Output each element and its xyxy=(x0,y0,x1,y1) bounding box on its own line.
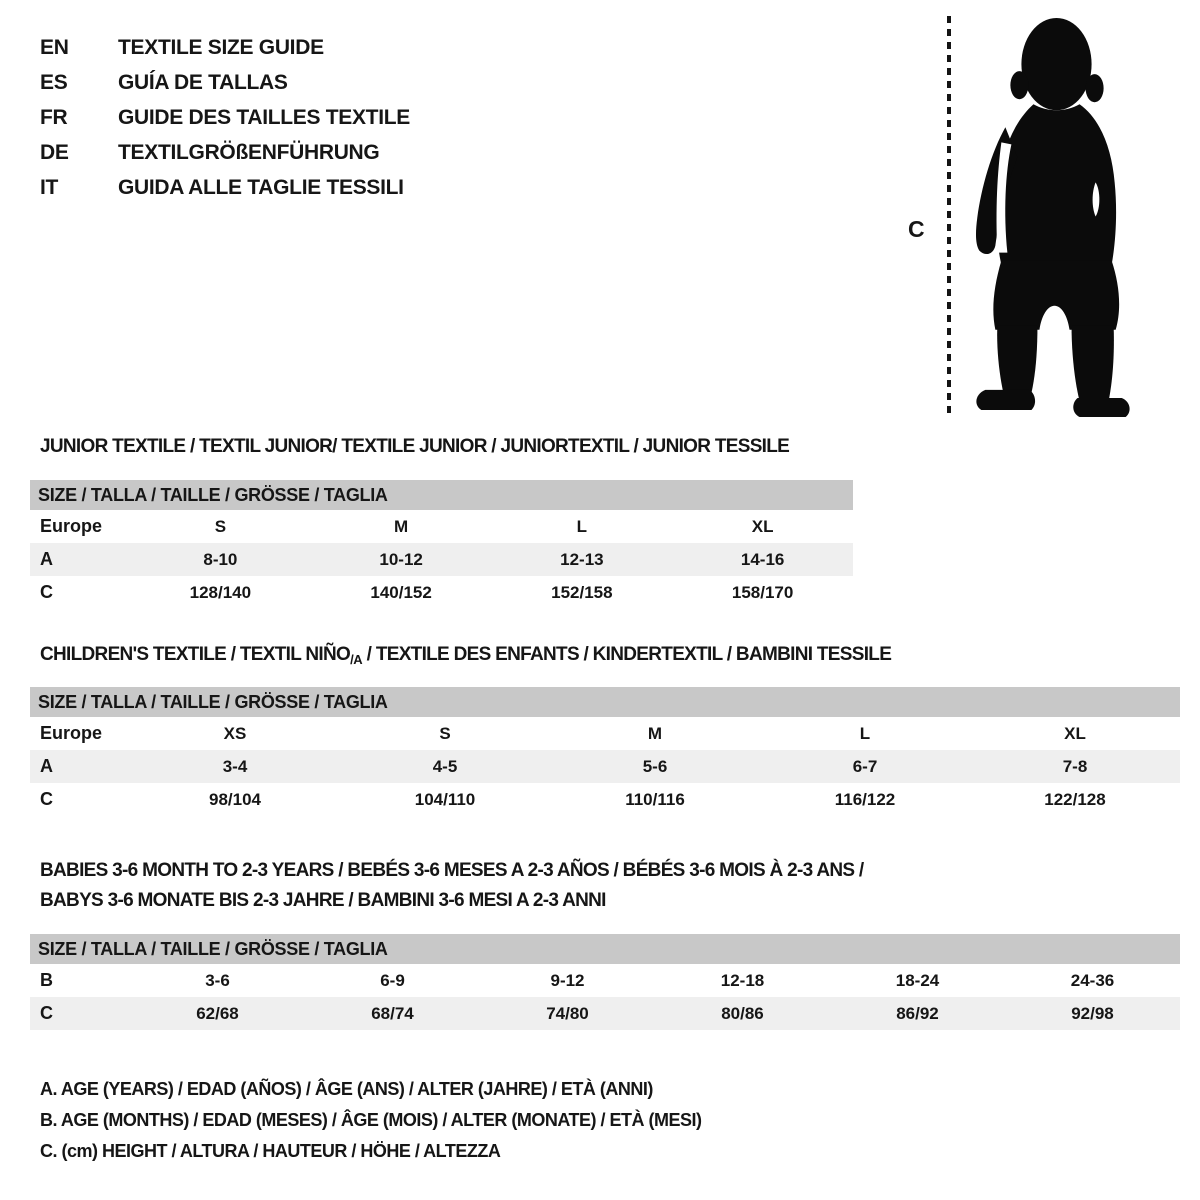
table-cell: 14-16 xyxy=(740,550,785,569)
row-label: B xyxy=(40,970,53,990)
table-cell: L xyxy=(576,517,588,536)
size-header-bar: SIZE / TALLA / TAILLE / GRÖSSE / TAGLIA xyxy=(30,687,1180,717)
table-cell: S xyxy=(439,724,451,743)
table-cell: 62/68 xyxy=(196,1004,239,1023)
table-cell: 3-6 xyxy=(205,971,230,990)
babies-title-line1: BABIES 3-6 MONTH TO 2-3 YEARS / BEBÉS 3-6 MESES A 2-3 AÑOS / BÉBÉS 3-6 MOIS À 2-3 ANS / xyxy=(40,860,864,881)
baby-silhouette-icon xyxy=(972,12,1140,418)
language-title: TEXTILGRÖßENFÜHRUNG xyxy=(118,141,380,164)
table-cell: 12-18 xyxy=(720,971,765,990)
table-cell: 104/110 xyxy=(414,790,476,809)
table-cell: 110/116 xyxy=(625,790,685,809)
table-cell: 68/74 xyxy=(371,1004,414,1023)
children-title-subscript: /A xyxy=(350,652,363,667)
row-label: C xyxy=(40,582,53,602)
table-cell: 140/152 xyxy=(370,583,432,602)
language-row-it xyxy=(40,170,410,205)
table-cell: L xyxy=(859,724,871,743)
table-cell: 5-6 xyxy=(642,757,668,776)
language-row-en xyxy=(40,30,410,65)
table-row xyxy=(30,576,853,609)
table-cell: 12-13 xyxy=(560,550,604,569)
row-label: A xyxy=(40,756,53,776)
table-cell: 18-24 xyxy=(895,971,940,990)
children-title-text: / TEXTILE DES ENFANTS / KINDERTEXTIL / BAMBINI TESSILE xyxy=(362,644,892,665)
table-cell: 122/128 xyxy=(1044,790,1106,809)
table-cell: 80/86 xyxy=(721,1004,764,1023)
language-code: DE xyxy=(40,141,69,164)
language-code: EN xyxy=(40,36,69,59)
language-title: GUIDA ALLE TAGLIE TESSILI xyxy=(118,176,404,199)
language-row-fr xyxy=(40,100,410,135)
table-row xyxy=(30,997,1180,1030)
row-label: Europe xyxy=(40,723,103,743)
children-title-text: CHILDREN'S TEXTILE / TEXTIL NIÑO xyxy=(40,644,351,665)
table-cell: 86/92 xyxy=(896,1004,939,1023)
footnote-a: A. AGE (YEARS) / EDAD (AÑOS) / ÂGE (ANS) / ALTER (JAHRE) / ETÀ (ANNI) xyxy=(40,1079,653,1099)
language-title: GUIDE DES TAILLES TEXTILE xyxy=(118,106,410,129)
table-cell: 10-12 xyxy=(379,550,423,569)
row-label: C xyxy=(40,1003,53,1023)
table-cell: M xyxy=(394,517,409,536)
table-cell: 3-4 xyxy=(222,757,248,776)
language-code: FR xyxy=(40,106,68,129)
junior-section-title: JUNIOR TEXTILE / TEXTIL JUNIOR/ TEXTILE JUNIOR / JUNIORTEXTIL / JUNIOR TESSILE xyxy=(40,436,790,457)
footnote-c: C. (cm) HEIGHT / ALTURA / HAUTEUR / HÖHE / ALTEZZA xyxy=(40,1141,501,1161)
table-cell: 7-8 xyxy=(1062,757,1088,776)
children-size-table xyxy=(30,687,1180,816)
table-cell: XL xyxy=(751,517,774,536)
table-row xyxy=(30,717,1180,750)
table-cell: 116/122 xyxy=(834,790,896,809)
table-row xyxy=(30,510,853,543)
size-header-bar: SIZE / TALLA / TAILLE / GRÖSSE / TAGLIA xyxy=(30,480,853,510)
table-cell: XS xyxy=(223,724,247,743)
table-cell: 6-9 xyxy=(380,971,405,990)
table-cell: 152/158 xyxy=(551,583,613,602)
table-cell: 98/104 xyxy=(209,790,261,809)
table-row xyxy=(30,783,1180,816)
language-title: TEXTILE SIZE GUIDE xyxy=(118,36,324,59)
row-label: Europe xyxy=(40,516,103,536)
table-cell: 8-10 xyxy=(203,550,238,569)
table-cell: 9-12 xyxy=(550,971,585,990)
table-cell: 158/170 xyxy=(731,583,794,602)
footnote-legend xyxy=(40,1074,701,1167)
language-row-de xyxy=(40,135,410,170)
table-cell: 92/98 xyxy=(1071,1004,1114,1023)
height-measure-label: C xyxy=(908,216,925,242)
table-cell: 4-5 xyxy=(432,757,458,776)
junior-size-table xyxy=(30,480,853,609)
babies-section-title xyxy=(40,856,864,916)
table-row xyxy=(30,543,853,576)
language-title-list xyxy=(40,30,410,205)
language-code: IT xyxy=(40,176,59,199)
table-cell: XL xyxy=(1064,724,1086,743)
babies-size-table xyxy=(30,934,1180,1030)
row-label: C xyxy=(40,789,53,809)
language-title: GUÍA DE TALLAS xyxy=(118,71,288,94)
table-cell: S xyxy=(214,517,227,536)
table-row xyxy=(30,750,1180,783)
table-cell: 24-36 xyxy=(1070,971,1115,990)
table-cell: 128/140 xyxy=(189,583,252,602)
table-row xyxy=(30,964,1180,997)
size-header-bar: SIZE / TALLA / TAILLE / GRÖSSE / TAGLIA xyxy=(30,934,1180,964)
table-cell: 74/80 xyxy=(546,1004,589,1023)
babies-title-line2: BABYS 3-6 MONATE BIS 2-3 JAHRE / BAMBINI 3-6 MESI A 2-3 ANNI xyxy=(40,890,606,911)
children-section-title xyxy=(40,644,891,667)
table-cell: 6-7 xyxy=(852,757,878,776)
language-code: ES xyxy=(40,71,68,94)
table-cell: M xyxy=(647,724,663,743)
footnote-b: B. AGE (MONTHS) / EDAD (MESES) / ÂGE (MOIS) / ALTER (MONATE) / ETÀ (MESI) xyxy=(40,1110,702,1130)
height-measure-dashed-line xyxy=(947,16,951,416)
row-label: A xyxy=(40,549,53,569)
language-row-es xyxy=(40,65,410,100)
